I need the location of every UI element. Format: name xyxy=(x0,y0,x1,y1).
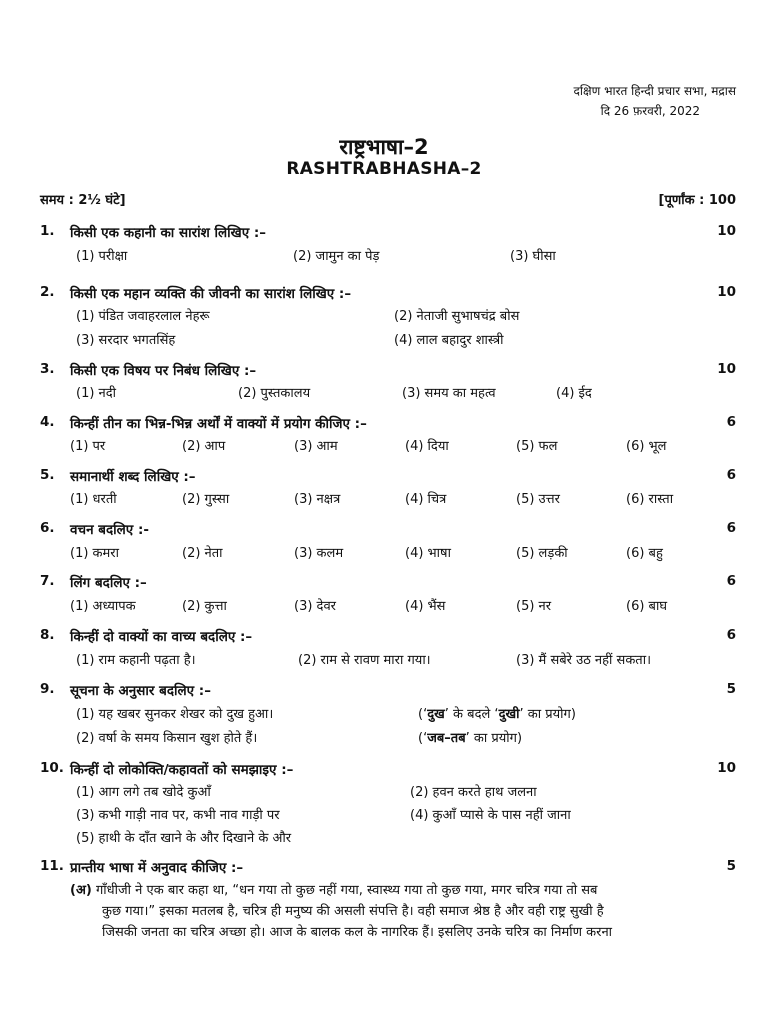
question-1 xyxy=(0,223,768,247)
question-number: 8. xyxy=(40,627,55,643)
question-9 xyxy=(0,681,768,705)
option: (3) कभी गाड़ी नाव पर, कभी नाव गाड़ी पर xyxy=(76,808,280,823)
option: (1) कमरा xyxy=(70,546,119,561)
question-text: प्रान्तीय भाषा में अनुवाद कीजिए :– xyxy=(70,860,244,876)
question-8 xyxy=(0,627,768,651)
question-marks: 10 xyxy=(717,361,736,377)
time-allowed: समय : 2½ घंटे] xyxy=(40,193,126,208)
option: (3) आम xyxy=(294,439,338,454)
option: (2) नेताजी सुभाषचंद्र बोस xyxy=(394,309,520,324)
question-marks: 6 xyxy=(726,467,736,483)
question-7 xyxy=(0,573,768,597)
question-number: 10. xyxy=(40,760,64,776)
option: (2) पुस्तकालय xyxy=(238,386,311,401)
option: (6) भूल xyxy=(626,439,667,454)
question-4 xyxy=(0,414,768,438)
option: (4) कुआँ प्यासे के पास नहीं जाना xyxy=(410,808,571,823)
option: (4) भैंस xyxy=(405,599,446,614)
option: (2) आप xyxy=(182,439,226,454)
passage-line: जिसकी जनता का चरित्र अच्छा हो। आज के बालक कल के नागरिक हैं। इसलिए उनके चरित्र का निर्माण करना xyxy=(102,925,613,940)
hint-text: (‘ xyxy=(418,731,428,746)
question-text: किसी एक कहानी का सारांश लिखिए :– xyxy=(70,225,267,241)
hint-word: दुख xyxy=(427,707,445,722)
question-number: 11. xyxy=(40,858,64,874)
option: (5) फल xyxy=(516,439,558,454)
option: (6) बाघ xyxy=(626,599,668,614)
question-3 xyxy=(0,361,768,385)
question-number: 3. xyxy=(40,361,55,377)
question-2 xyxy=(0,284,768,308)
option: (3) देवर xyxy=(294,599,336,614)
option: (2) वर्षा के समय किसान खुश होते हैं। xyxy=(76,731,258,746)
option: (2) गुस्सा xyxy=(182,492,230,507)
paper-title-english: RASHTRABHASHA–2 xyxy=(286,159,482,179)
exam-date: दि 26 फ़रवरी, 2022 xyxy=(600,104,700,118)
question-5 xyxy=(0,467,768,491)
option: (2) जामुन का पेड़ xyxy=(293,249,380,264)
option: (5) हाथी के दाँत खाने के और दिखाने के और xyxy=(76,831,292,846)
option: (4) भाषा xyxy=(405,546,451,561)
option: (4) लाल बहादुर शास्त्री xyxy=(394,333,504,348)
question-marks: 6 xyxy=(726,414,736,430)
option: (1) परीक्षा xyxy=(76,249,128,264)
passage-line xyxy=(70,880,738,901)
question-marks: 10 xyxy=(717,284,736,300)
option: (1) यह खबर सुनकर शेखर को दुख हुआ। xyxy=(76,707,274,722)
question-10 xyxy=(0,760,768,784)
option: (1) राम कहानी पढ़ता है। xyxy=(76,653,196,668)
question-text: किन्हीं तीन का भिन्न-भिन्न अर्थों में वाक्यों में प्रयोग कीजिए :– xyxy=(70,416,367,432)
option: (3) कलम xyxy=(294,546,344,561)
question-text: वचन बदलिए :- xyxy=(70,522,149,538)
option: (1) आग लगे तब खोदे कुआँ xyxy=(76,785,211,800)
question-marks: 10 xyxy=(717,223,736,239)
hint xyxy=(418,704,576,722)
option: (2) हवन करते हाथ जलना xyxy=(410,785,537,800)
hint-text: ’ का प्रयोग) xyxy=(465,731,523,746)
option: (3) मैं सबेरे उठ नहीं सकता। xyxy=(516,653,652,668)
option: (4) ईद xyxy=(556,386,592,401)
option: (1) नदी xyxy=(76,386,117,401)
hint-word: दुखी xyxy=(498,707,520,722)
total-marks: [पूर्णांक : 100 xyxy=(658,193,736,208)
question-marks: 6 xyxy=(726,627,736,643)
option: (1) धरती xyxy=(70,492,117,507)
question-number: 2. xyxy=(40,284,55,300)
passage-line: कुछ गया।” इसका मतलब है, चरित्र ही मनुष्य की असली संपत्ति है। वही समाज श्रेष्ठ है और वही राष्ट्र सुखी है xyxy=(102,904,604,919)
question-number: 7. xyxy=(40,573,55,589)
option: (3) घीसा xyxy=(510,249,556,264)
hint xyxy=(418,728,522,746)
hint-word: जब–तब xyxy=(427,731,466,746)
question-6 xyxy=(0,520,768,544)
option: (1) पंडित जवाहरलाल नेहरू xyxy=(76,309,210,324)
option: (5) लड़की xyxy=(516,546,568,561)
hint-text: ’ के बदले ‘ xyxy=(444,707,499,722)
option: (3) सरदार भगतसिंह xyxy=(76,333,176,348)
option: (2) नेता xyxy=(182,546,223,561)
option: (1) पर xyxy=(70,439,106,454)
question-number: 6. xyxy=(40,520,55,536)
question-number: 4. xyxy=(40,414,55,430)
translation-passage xyxy=(70,880,738,943)
question-text: समानार्थी शब्द लिखिए :– xyxy=(70,469,196,485)
question-text: किसी एक महान व्यक्ति की जीवनी का सारांश लिखिए :– xyxy=(70,286,352,302)
question-text: सूचना के अनुसार बदलिए :– xyxy=(70,683,211,699)
option: (5) उत्तर xyxy=(516,492,560,507)
hint-text: (‘ xyxy=(418,707,428,722)
option: (4) चित्र xyxy=(405,492,447,507)
hint-text: ’ का प्रयोग) xyxy=(519,707,576,722)
question-number: 1. xyxy=(40,223,55,239)
option: (2) कुत्ता xyxy=(182,599,227,614)
question-text: किसी एक विषय पर निबंध लिखिए :– xyxy=(70,363,257,379)
question-marks: 5 xyxy=(726,681,736,697)
question-marks: 6 xyxy=(726,573,736,589)
option: (3) नक्षत्र xyxy=(294,492,341,507)
question-number: 5. xyxy=(40,467,55,483)
option: (6) रास्ता xyxy=(626,492,674,507)
question-marks: 10 xyxy=(717,760,736,776)
question-text: किन्हीं दो लोकोक्ति/कहावतों को समझाइए :– xyxy=(70,762,294,778)
option: (2) राम से रावण मारा गया। xyxy=(298,653,431,668)
question-text: लिंग बदलिए :– xyxy=(70,575,147,591)
passage-label: (अ) xyxy=(70,883,92,898)
option: (4) दिया xyxy=(405,439,449,454)
question-number: 9. xyxy=(40,681,55,697)
option: (5) नर xyxy=(516,599,552,614)
question-11 xyxy=(0,858,768,882)
option: (1) अध्यापक xyxy=(70,599,136,614)
passage-text: गाँधीजी ने एक बार कहा था, “धन गया तो कुछ नहीं गया, स्वास्थ्य गया तो कुछ गया, मगर चरित्र गया तो सब xyxy=(95,883,598,898)
question-marks: 6 xyxy=(726,520,736,536)
question-marks: 5 xyxy=(726,858,736,874)
question-text: किन्हीं दो वाक्यों का वाच्य बदलिए :– xyxy=(70,629,253,645)
option: (6) बहु xyxy=(626,546,663,561)
paper-title-hindi: राष्ट्रभाषा–2 xyxy=(339,135,429,159)
organization-name: दक्षिण भारत हिन्दी प्रचार सभा, मद्रास xyxy=(573,84,736,98)
option: (3) समय का महत्व xyxy=(402,386,496,401)
